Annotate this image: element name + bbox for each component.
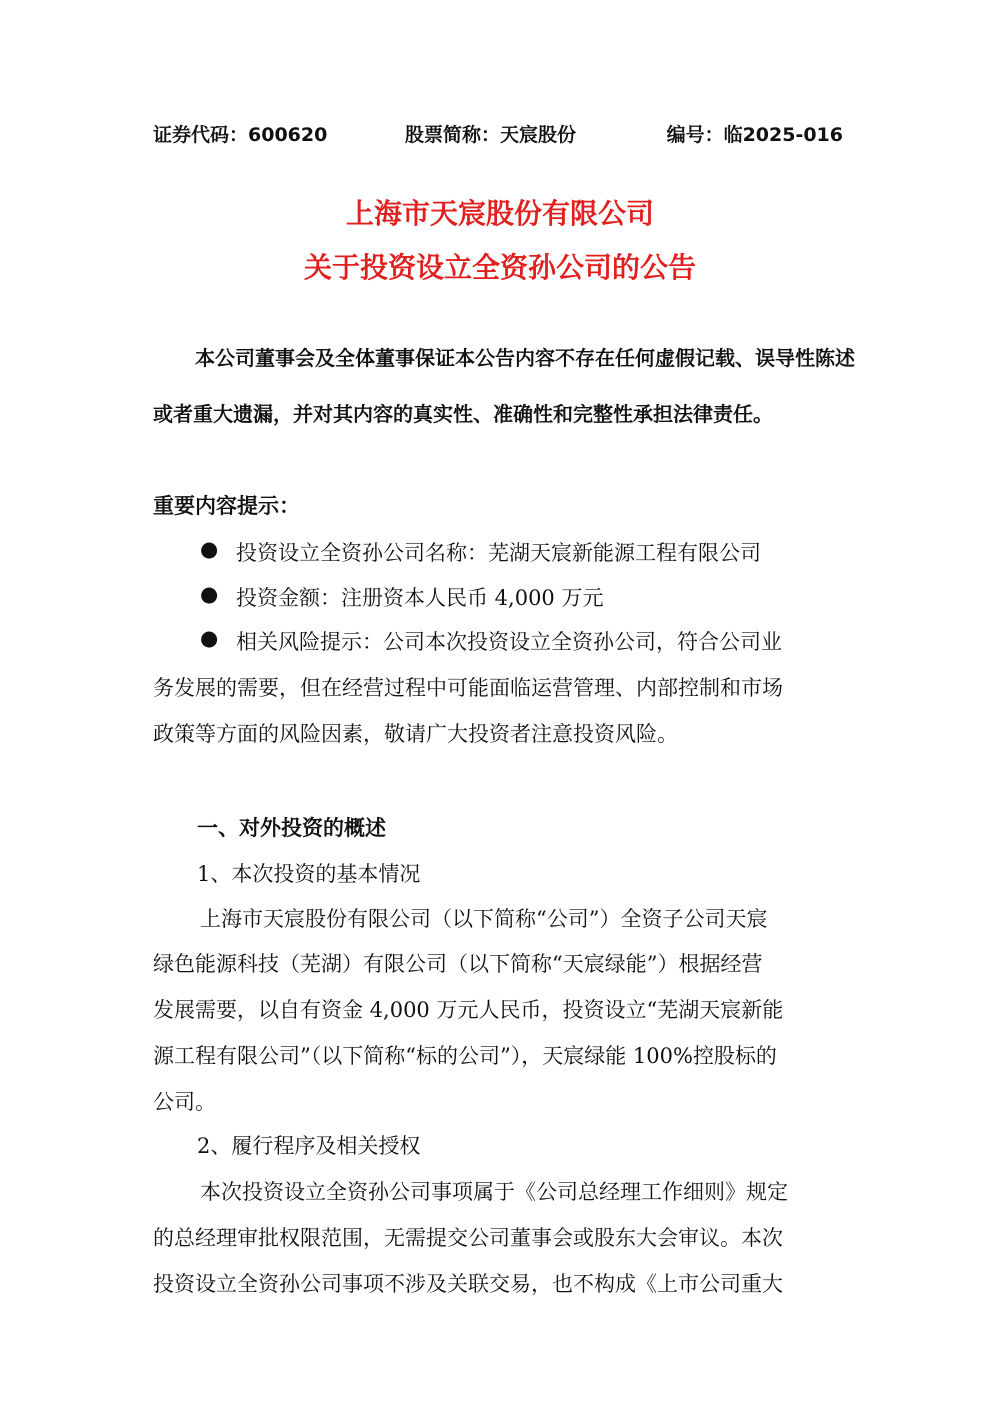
section-heading: 一、对外投资的概述: [197, 815, 386, 840]
announcement-number: 编号：临2025-016: [666, 124, 843, 146]
paragraph-line: 源工程有限公司”（以下简称“标的公司”），天宸绿能 100%控股标的: [153, 1044, 777, 1068]
subsection-heading: 2、履行程序及相关授权: [197, 1134, 421, 1158]
highlight-item-risk-line: 务发展的需要，但在经营过程中可能面临运营管理、内部控制和市场: [153, 676, 783, 700]
title-company: 上海市天宸股份有限公司: [345, 197, 654, 230]
highlight-item-name: 投资设立全资孙公司名称：芜湖天宸新能源工程有限公司: [236, 541, 761, 565]
paragraph-line: 公司。: [153, 1090, 216, 1114]
paragraph-line: 本次投资设立全资孙公司事项属于《公司总经理工作细则》规定: [200, 1180, 788, 1204]
stock-short-name: 股票简称：天宸股份: [405, 124, 577, 146]
highlight-item-risk-line: 政策等方面的风险因素，敬请广大投资者注意投资风险。: [153, 722, 678, 746]
bullet-icon: ●: [200, 582, 219, 606]
bullet-icon: ●: [200, 537, 219, 561]
stock-code: 证券代码：600620: [153, 124, 328, 146]
paragraph-line: 发展需要，以自有资金 4,000 万元人民币，投资设立“芜湖天宸新能: [153, 998, 784, 1022]
bullet-icon: ●: [200, 626, 219, 650]
paragraph-line: 投资设立全资孙公司事项不涉及关联交易，也不构成《上市公司重大: [153, 1272, 783, 1296]
highlights-heading: 重要内容提示：: [153, 493, 300, 518]
statement-line-1: 本公司董事会及全体董事保证本公告内容不存在任何虚假记载、误导性陈述: [195, 346, 855, 370]
subsection-heading: 1、本次投资的基本情况: [197, 862, 421, 886]
paragraph-line: 绿色能源科技（芜湖）有限公司（以下简称“天宸绿能”）根据经营: [153, 952, 763, 976]
highlight-item-risk: 相关风险提示：公司本次投资设立全资孙公司，符合公司业: [236, 630, 782, 654]
statement-line-2: 或者重大遗漏，并对其内容的真实性、准确性和完整性承担法律责任。: [153, 402, 773, 426]
paragraph-line: 上海市天宸股份有限公司（以下简称“公司”）全资子公司天宸: [200, 907, 768, 931]
highlight-item-amount: 投资金额：注册资本人民币 4,000 万元: [236, 586, 604, 610]
title-subject: 关于投资设立全资孙公司的公告: [303, 251, 696, 284]
paragraph-line: 的总经理审批权限范围，无需提交公司董事会或股东大会审议。本次: [153, 1226, 783, 1250]
